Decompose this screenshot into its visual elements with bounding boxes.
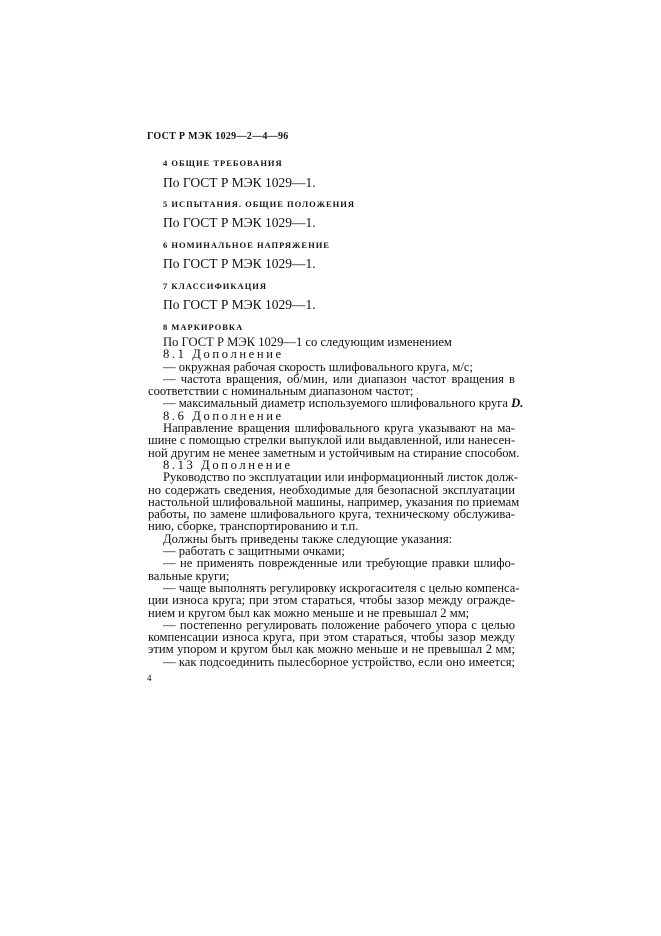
body-line: шине с помощью стрелки выпуклой или выдавленной, или нанесен- <box>148 433 516 448</box>
body-line: — работать с защитными очками; <box>163 544 345 559</box>
body-line: — постепенно регулировать положение рабочего упора с целью <box>163 617 515 632</box>
body-line: Должны быть приведены также следующие указания: <box>163 531 453 546</box>
section-6-heading: 6 НОМИНАЛЬНОЕ НАПРЯЖЕНИЕ <box>163 240 330 250</box>
body-line: соответствии с номинальным диапазоном частот; <box>148 384 414 399</box>
section-5-heading: 5 ИСПЫТАНИЯ. ОБЩИЕ ПОЛОЖЕНИЯ <box>163 199 356 209</box>
body-line: работы, по замене шлифовального круга, техническому обслужива- <box>148 507 515 522</box>
body-line: По ГОСТ Р МЭК 1029—1 со следующим изменением <box>163 335 452 349</box>
section-5-text: По ГОСТ Р МЭК 1029—1. <box>163 215 316 230</box>
body-line: Руководство по эксплуатации или информационный листок долж- <box>163 470 518 485</box>
body-line: Направление вращения шлифовального круга указывают на ма- <box>163 421 515 436</box>
subsection-8-1-heading: 8.1 Дополнение <box>163 347 284 362</box>
subsection-8-6-heading: 8.6 Дополнение <box>163 408 284 423</box>
body-line-with-variable <box>148 396 524 411</box>
body-line: — частота вращения, об/мин, или диапазон частот вращения в <box>163 371 515 386</box>
section-8-body <box>148 335 524 669</box>
section-4-text: По ГОСТ Р МЭК 1029—1. <box>163 175 316 190</box>
section-7-text: По ГОСТ Р МЭК 1029—1. <box>163 297 316 312</box>
document-header: ГОСТ Р МЭК 1029—2—4—96 <box>147 131 289 142</box>
section-8-heading: 8 МАРКИРОВКА <box>163 322 244 332</box>
body-line: ной другим не менее заметным и устойчивым на стирание способом. <box>148 445 520 460</box>
body-line: ции износа круга; при этом стараться, чтобы зазор между огражде- <box>148 593 515 608</box>
subsection-8-13-heading: 8.13 Дополнение <box>163 457 293 472</box>
section-4-heading: 4 ОБЩИЕ ТРЕБОВАНИЯ <box>163 158 283 168</box>
body-line: — чаще выполнять регулировку искрогасителя с целью компенса- <box>163 580 520 595</box>
body-line: вальные круги; <box>148 568 230 583</box>
body-line: — не применять поврежденные или требующие правки шлифо- <box>163 556 515 571</box>
body-line: компенсации износа круга, при этом стараться, чтобы зазор между <box>148 630 515 645</box>
body-line: нию, сборке, транспортированию и т.п. <box>148 519 359 534</box>
body-line: — максимальный диаметр используемого шлифовального круга <box>163 396 508 411</box>
section-6-text: По ГОСТ Р МЭК 1029—1. <box>163 256 316 271</box>
body-line: но содержать сведения, необходимые для безопасной эксплуатации <box>148 482 515 497</box>
section-7-heading: 7 КЛАССИФИКАЦИЯ <box>163 281 268 291</box>
body-line: — как подсоединить пылесборное устройство, если оно имеется; <box>163 654 515 669</box>
body-line: нием и кругом был как можно меньше и не превышал 2 мм; <box>148 605 470 620</box>
diameter-variable: D. <box>511 396 524 411</box>
page-number: 4 <box>147 673 152 683</box>
body-line: этим упором и кругом был как можно меньше и не превышал 2 мм; <box>148 642 515 657</box>
body-line: настольной шлифовальной машины, например, указания по приемам <box>148 494 520 509</box>
body-line: — окружная рабочая скорость шлифовального круга, м/с; <box>163 359 473 374</box>
